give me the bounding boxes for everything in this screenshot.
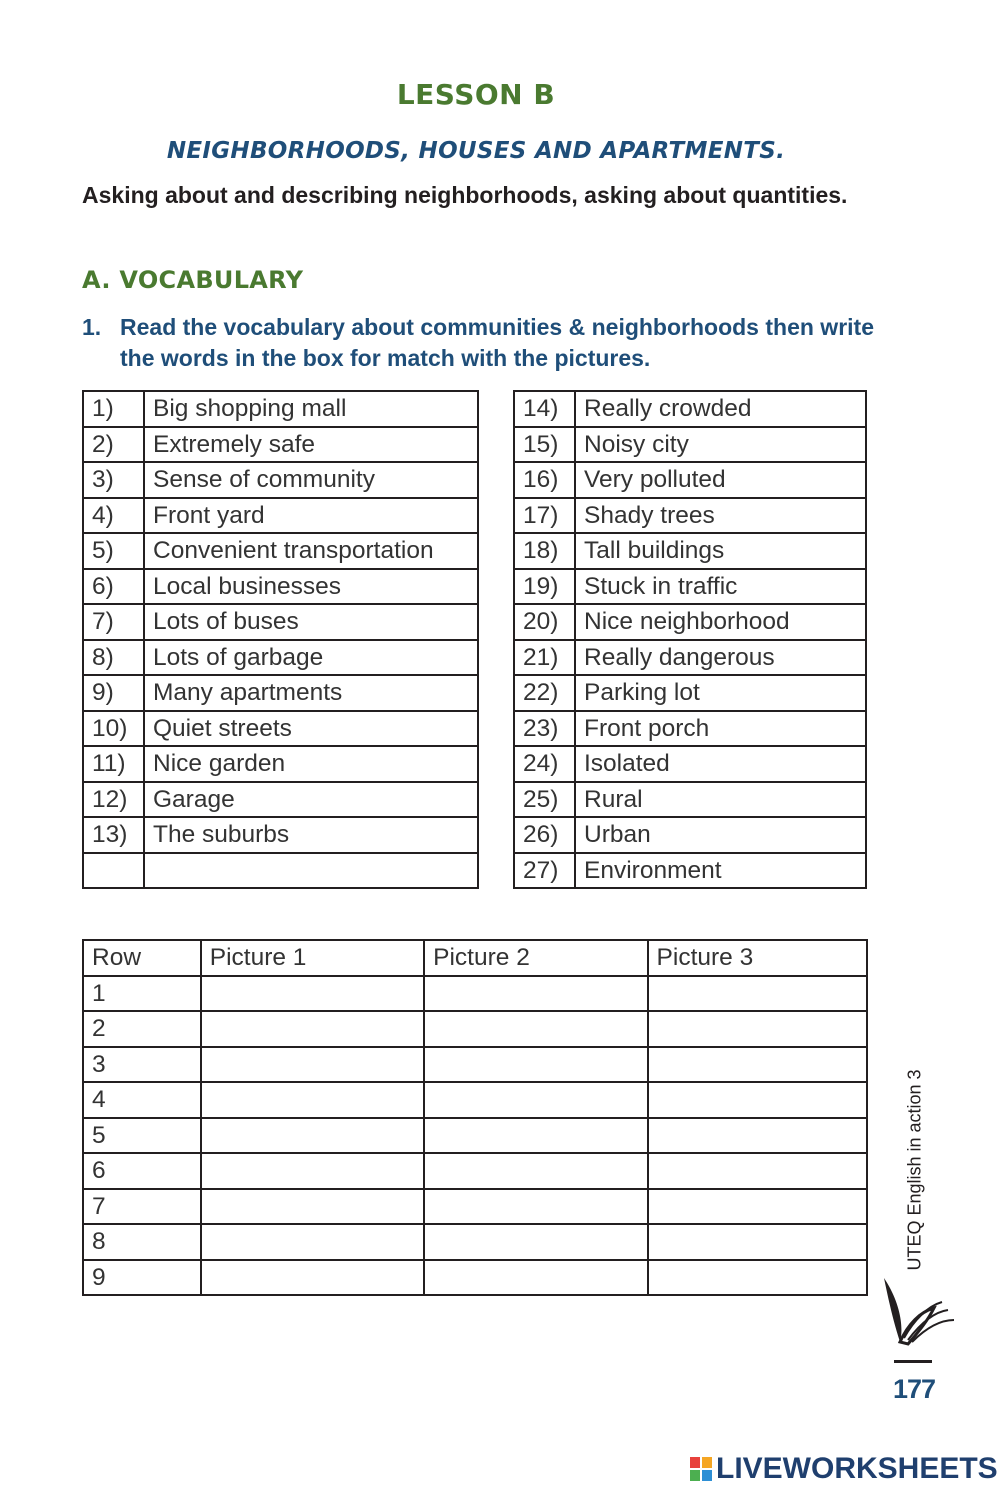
book-side-title — [900, 1070, 930, 1270]
logo-tile — [690, 1457, 700, 1468]
vocab-word: Sense of community — [144, 462, 478, 498]
vocab-word: Many apartments — [144, 675, 478, 711]
vocab-word: Garage — [144, 782, 478, 818]
vocab-number: 16) — [514, 462, 575, 498]
vocab-row — [83, 498, 478, 534]
vocab-word: Lots of buses — [144, 604, 478, 640]
vocab-word: Nice neighborhood — [575, 604, 866, 640]
answer-row — [83, 1082, 867, 1118]
answer-cell-picture-1[interactable] — [201, 976, 424, 1012]
vocab-row — [83, 391, 478, 427]
vocab-word: Extremely safe — [144, 427, 478, 463]
answer-cell-picture-3[interactable] — [648, 976, 867, 1012]
vocab-table-left — [82, 390, 479, 889]
vocab-word: Big shopping mall — [144, 391, 478, 427]
vocab-word: Tall buildings — [575, 533, 866, 569]
vocab-number: 13) — [83, 817, 144, 853]
vocab-number: 12) — [83, 782, 144, 818]
vocab-number: 23) — [514, 711, 575, 747]
answer-cell-picture-2[interactable] — [424, 1118, 647, 1154]
lesson-subtitle: NEIGHBORHOODS, HOUSES AND APARTMENTS. — [166, 138, 786, 164]
page-number: 177 — [892, 1374, 936, 1404]
vocab-word: Rural — [575, 782, 866, 818]
vocab-row — [514, 711, 866, 747]
vocab-row — [83, 746, 478, 782]
vocab-number: 21) — [514, 640, 575, 676]
answer-cell-picture-2[interactable] — [424, 1011, 647, 1047]
vocab-word: Urban — [575, 817, 866, 853]
vocab-word: Convenient transportation — [144, 533, 478, 569]
answer-cell-picture-2[interactable] — [424, 1224, 647, 1260]
open-book-icon — [878, 1272, 958, 1357]
answer-row-number: 2 — [83, 1011, 201, 1047]
vocab-number: 10) — [83, 711, 144, 747]
vocab-number: 17) — [514, 498, 575, 534]
vocab-number: 27) — [514, 853, 575, 889]
answer-cell-picture-2[interactable] — [424, 976, 647, 1012]
vocab-row — [83, 427, 478, 463]
answer-cell-picture-1[interactable] — [201, 1118, 424, 1154]
vocab-word: Local businesses — [144, 569, 478, 605]
vocab-word: Isolated — [575, 746, 866, 782]
answer-cell-picture-3[interactable] — [648, 1153, 867, 1189]
answer-cell-picture-2[interactable] — [424, 1153, 647, 1189]
vocab-word: Front porch — [575, 711, 866, 747]
answer-cell-picture-2[interactable] — [424, 1260, 647, 1296]
vocab-number: 5) — [83, 533, 144, 569]
vocab-number: 11) — [83, 746, 144, 782]
answer-header-row — [83, 940, 867, 976]
answer-cell-picture-2[interactable] — [424, 1047, 647, 1083]
answer-header-cell: Picture 1 — [201, 940, 424, 976]
answer-table — [82, 939, 868, 1296]
vocab-number: 6) — [83, 569, 144, 605]
vocab-word — [144, 853, 478, 889]
answer-cell-picture-3[interactable] — [648, 1082, 867, 1118]
vocab-row — [514, 817, 866, 853]
vocab-word: Environment — [575, 853, 866, 889]
logo-tile — [690, 1470, 700, 1481]
vocab-word: Lots of garbage — [144, 640, 478, 676]
vocab-number: 19) — [514, 569, 575, 605]
vocab-row — [514, 533, 866, 569]
answer-row-number: 4 — [83, 1082, 201, 1118]
vocab-number: 15) — [514, 427, 575, 463]
vocab-number: 4) — [83, 498, 144, 534]
vocab-word: Stuck in traffic — [575, 569, 866, 605]
answer-cell-picture-2[interactable] — [424, 1189, 647, 1225]
answer-row-number: 9 — [83, 1260, 201, 1296]
vocab-number: 14) — [514, 391, 575, 427]
vocab-word: Really crowded — [575, 391, 866, 427]
vocab-number: 3) — [83, 462, 144, 498]
answer-row-number: 7 — [83, 1189, 201, 1225]
vocab-number: 25) — [514, 782, 575, 818]
answer-header-cell: Picture 3 — [648, 940, 867, 976]
answer-row-number: 8 — [83, 1224, 201, 1260]
vocab-row — [514, 640, 866, 676]
answer-cell-picture-3[interactable] — [648, 1011, 867, 1047]
vocab-table-right — [513, 390, 867, 889]
section-heading: A. VOCABULARY — [82, 266, 304, 294]
vocab-row — [514, 782, 866, 818]
vocab-number: 7) — [83, 604, 144, 640]
liveworksheets-logo-icon — [690, 1457, 712, 1481]
answer-header-cell: Row — [83, 940, 201, 976]
vocab-word: Noisy city — [575, 427, 866, 463]
answer-cell-picture-1[interactable] — [201, 1047, 424, 1083]
answer-row — [83, 1189, 867, 1225]
vocab-row — [83, 604, 478, 640]
answer-row — [83, 1118, 867, 1154]
logo-tile — [702, 1470, 712, 1481]
instruction-text: Read the vocabulary about communities & neighborhoods then write the words in the box for match with the pictures. — [120, 314, 874, 371]
answer-row-number: 3 — [83, 1047, 201, 1083]
vocab-row — [514, 853, 866, 889]
vocab-row — [83, 462, 478, 498]
vocab-row — [83, 533, 478, 569]
vocab-number: 8) — [83, 640, 144, 676]
answer-cell-picture-1[interactable] — [201, 1260, 424, 1296]
lesson-title: LESSON B — [396, 78, 556, 111]
logo-tile — [702, 1457, 712, 1468]
vocab-word: Nice garden — [144, 746, 478, 782]
answer-row — [83, 976, 867, 1012]
vocab-number: 18) — [514, 533, 575, 569]
answer-cell-picture-1[interactable] — [201, 1224, 424, 1260]
footer-logo[interactable] — [690, 1452, 998, 1486]
answer-cell-picture-1[interactable] — [201, 1189, 424, 1225]
answer-cell-picture-2[interactable] — [424, 1082, 647, 1118]
lesson-intro: Asking about and describing neighborhoods, asking about quantities. — [82, 182, 848, 208]
instruction-number: 1. — [82, 314, 102, 340]
vocab-row — [83, 569, 478, 605]
vocab-number: 22) — [514, 675, 575, 711]
vocab-number: 1) — [83, 391, 144, 427]
vocab-number: 24) — [514, 746, 575, 782]
vocab-row — [83, 675, 478, 711]
answer-cell-picture-1[interactable] — [201, 1011, 424, 1047]
answer-cell-picture-1[interactable] — [201, 1082, 424, 1118]
vocab-number — [83, 853, 144, 889]
vocab-row — [514, 498, 866, 534]
answer-cell-picture-3[interactable] — [648, 1189, 867, 1225]
vocab-number: 2) — [83, 427, 144, 463]
vocab-number: 20) — [514, 604, 575, 640]
answer-cell-picture-3[interactable] — [648, 1260, 867, 1296]
answer-row-number: 6 — [83, 1153, 201, 1189]
answer-row — [83, 1153, 867, 1189]
answer-row-number: 5 — [83, 1118, 201, 1154]
vocab-number: 9) — [83, 675, 144, 711]
vocab-word: Quiet streets — [144, 711, 478, 747]
vocab-row — [514, 746, 866, 782]
answer-header-cell: Picture 2 — [424, 940, 647, 976]
vocab-row — [83, 853, 478, 889]
vocab-row — [514, 427, 866, 463]
instruction — [82, 312, 882, 374]
footer-brand: LIVEWORKSHEETS — [716, 1452, 998, 1485]
vocab-row — [514, 604, 866, 640]
answer-row-number: 1 — [83, 976, 201, 1012]
vocab-word: Front yard — [144, 498, 478, 534]
vocab-row — [83, 711, 478, 747]
answer-row — [83, 1011, 867, 1047]
vocab-word: Shady trees — [575, 498, 866, 534]
vocab-row — [514, 391, 866, 427]
answer-row — [83, 1047, 867, 1083]
answer-cell-picture-3[interactable] — [648, 1047, 867, 1083]
page-number-rule — [894, 1360, 932, 1363]
answer-cell-picture-1[interactable] — [201, 1153, 424, 1189]
answer-cell-picture-3[interactable] — [648, 1224, 867, 1260]
vocab-row — [514, 569, 866, 605]
vocab-row — [83, 782, 478, 818]
vocab-row — [83, 640, 478, 676]
answer-row — [83, 1224, 867, 1260]
vocab-word: Very polluted — [575, 462, 866, 498]
vocab-row — [83, 817, 478, 853]
vocab-number: 26) — [514, 817, 575, 853]
vocab-row — [514, 675, 866, 711]
vocab-word: Really dangerous — [575, 640, 866, 676]
vocab-word: The suburbs — [144, 817, 478, 853]
answer-row — [83, 1260, 867, 1296]
vocab-row — [514, 462, 866, 498]
answer-cell-picture-3[interactable] — [648, 1118, 867, 1154]
vocab-word: Parking lot — [575, 675, 866, 711]
side-text: UTEQ English in action 3 — [904, 1069, 925, 1271]
